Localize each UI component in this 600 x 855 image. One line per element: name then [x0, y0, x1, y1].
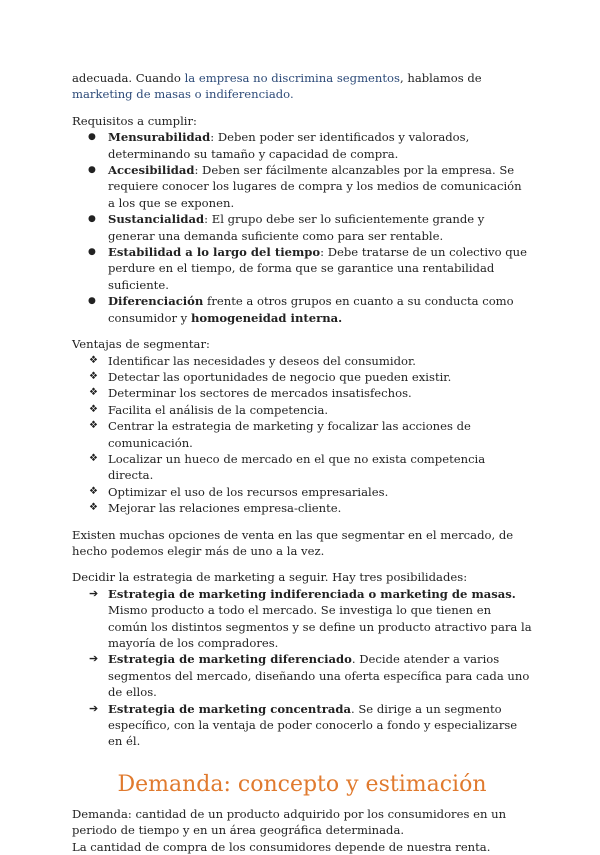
bullet-icon: ●	[88, 247, 96, 258]
diamond-bullet-icon: ❖	[89, 387, 98, 399]
diamond-bullet-icon: ❖	[89, 452, 98, 464]
highlight-no-discrimina: la empresa no discrimina segmentos	[184, 71, 400, 85]
list-item: ● Sustancialidad: El grupo debe ser lo suficientemente grande y generar una demanda suficiente como para ser rentable.	[88, 212, 485, 243]
demanda-renta: La cantidad de compra de los consumidores depende de nuestra renta.	[72, 839, 491, 854]
document-page	[72, 70, 532, 855]
list-item: ➔ Estrategia de marketing diferenciado. Decide atender a varios segmentos del mercado, diseñando una oferta específica para cada uno de ellos.	[89, 652, 530, 700]
bullet-icon: ●	[88, 214, 96, 225]
list-item: ❖ Identificar las necesidades y deseos del consumidor.	[89, 353, 416, 368]
demanda-definition: Demanda: cantidad de un producto adquirido por los consumidores en un periodo de tiempo y en un área geográfica determinada.	[72, 806, 507, 838]
requisitos-heading: Requisitos a cumplir:	[72, 113, 197, 128]
diamond-bullet-icon: ❖	[89, 370, 98, 382]
intro-text: adecuada. Cuando	[72, 71, 185, 85]
estrategias-heading: Decidir la estrategia de marketing a seguir. Hay tres posibilidades:	[72, 570, 468, 585]
list-item: ❖ Localizar un hueco de mercado en el que no exista competencia directa.	[89, 451, 486, 483]
list-item: ➔ Estrategia de marketing concentrada. Se dirige a un segmento específico, con la ventaja de poder conocerlo a fondo y especializarse en él.	[89, 701, 518, 749]
highlight-marketing-masas: marketing de masas o indiferenciado.	[72, 87, 294, 102]
intro-text: , hablamos de	[399, 71, 482, 85]
bullet-icon: ●	[88, 132, 96, 143]
arrow-icon: ➔	[89, 701, 99, 715]
list-item: ❖ Mejorar las relaciones empresa-cliente.	[89, 501, 342, 516]
list-item: ❖ Determinar los sectores de mercados insatisfechos.	[89, 386, 412, 401]
diamond-bullet-icon: ❖	[89, 420, 98, 432]
diamond-bullet-icon: ❖	[89, 354, 98, 366]
requisitos-list	[72, 129, 532, 326]
list-item: ● Diferenciación frente a otros grupos en cuanto a su conducta como consumidor y homogeneidad interna.	[88, 294, 514, 325]
bullet-icon: ●	[88, 165, 96, 176]
list-item: ➔ Estrategia de marketing indiferenciada o marketing de masas. Mismo producto a todo el mercado. Se investiga lo que tienen en común los distintos segmentos y se define un producto atractivo para la mayoría de los compradores.	[89, 586, 532, 650]
list-item: ❖ Facilita el análisis de la competencia.	[89, 402, 329, 417]
section-title: Demanda: concepto y estimación	[117, 771, 487, 797]
opciones-paragraph: Existen muchas opciones de venta en las que segmentar en el mercado, de hecho podemos elegir más de uno a la vez.	[72, 527, 514, 558]
estrategias-list	[72, 586, 532, 750]
arrow-icon: ➔	[89, 652, 99, 666]
bullet-icon: ●	[88, 296, 96, 307]
ventajas-heading: Ventajas de segmentar:	[72, 337, 210, 352]
list-item: ● Mensurabilidad: Deben poder ser identificados y valorados, determinando su tamaño y capacidad de compra.	[88, 130, 470, 161]
diamond-bullet-icon: ❖	[89, 502, 98, 514]
list-item: ❖ Optimizar el uso de los recursos empresariales.	[89, 484, 389, 499]
arrow-icon: ➔	[89, 586, 99, 600]
list-item: ❖ Detectar las oportunidades de negocio que pueden existir.	[89, 369, 452, 384]
list-item: ❖ Centrar la estrategia de marketing y focalizar las acciones de comunicación.	[89, 419, 471, 450]
list-item: ● Accesibilidad: Deben ser fácilmente alcanzables por la empresa. Se requiere conocer los lugares de compra y los medios de comunicación a los que se exponen.	[88, 163, 522, 210]
diamond-bullet-icon: ❖	[89, 403, 98, 415]
list-item: ● Estabilidad a lo largo del tiempo: Debe tratarse de un colectivo que perdure en el tiempo, de forma que se garantice una rentabilidad suficiente.	[88, 245, 528, 292]
diamond-bullet-icon: ❖	[89, 485, 98, 497]
intro-paragraph	[72, 70, 532, 103]
ventajas-list	[72, 353, 532, 517]
